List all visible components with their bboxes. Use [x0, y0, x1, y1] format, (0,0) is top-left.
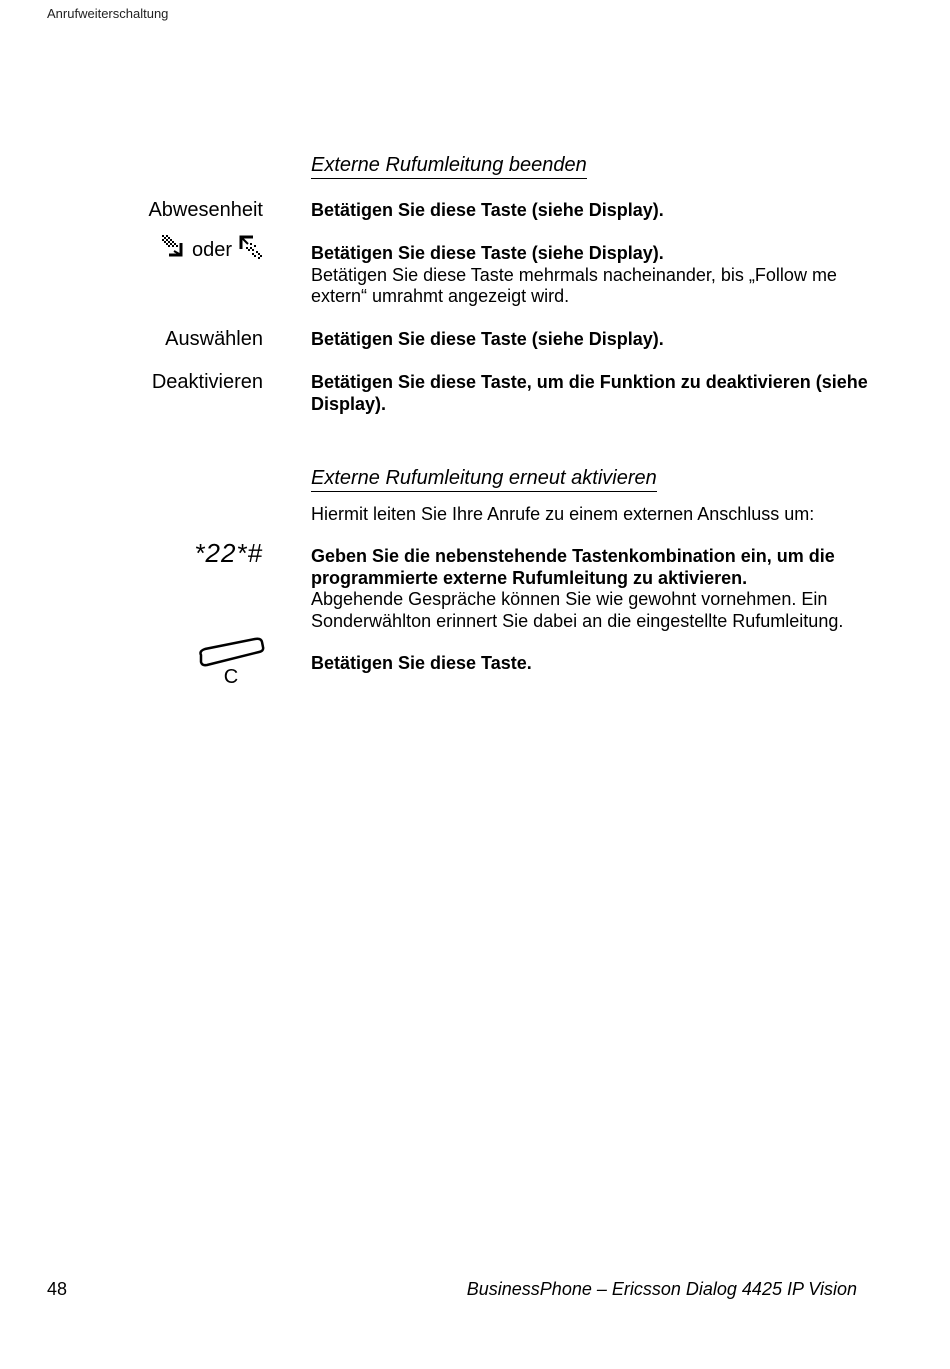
section-heading-end: Externe Rufumleitung beenden [311, 153, 587, 179]
step-instruction: Betätigen Sie diese Taste (siehe Display). [311, 329, 664, 349]
step-text-deaktivieren [311, 372, 871, 415]
step-instruction: Geben Sie die nebenstehende Tastenkombination ein, um die programmierte externe Rufumleitung zu aktivieren. [311, 546, 835, 588]
step-label-deaktivieren: Deaktivieren [151, 371, 263, 393]
step-text-code [311, 546, 871, 632]
step-instruction: Betätigen Sie diese Taste (siehe Display). [311, 243, 664, 263]
scroll-keys-row [161, 236, 263, 264]
scroll-down-icon [161, 234, 187, 266]
step-note: Abgehende Gespräche können Sie wie gewohnt vornehmen. Ein Sonderwählton erinnert Sie dabei an die eingestellte Rufumleitung. [311, 589, 844, 631]
or-label: oder [191, 238, 232, 261]
footer-doc-title: BusinessPhone – Ericsson Dialog 4425 IP Vision [466, 1279, 857, 1299]
step-instruction: Betätigen Sie diese Taste, um die Funktion zu deaktivieren (siehe Display). [311, 372, 868, 414]
clear-key-icon [195, 627, 267, 694]
page-number: 48 [47, 1279, 68, 1299]
running-header: Anrufweiterschaltung [47, 6, 169, 21]
step-label-auswaehlen: Auswählen [165, 328, 263, 350]
step-note: Betätigen Sie diese Taste mehrmals nacheinander, bis „Follow me extern“ umrahmt angezeigt wird. [311, 264, 837, 306]
clear-key-label: C [223, 666, 239, 688]
key-code: *22*# [194, 538, 263, 568]
step-text-clear [311, 653, 871, 675]
step-instruction: Betätigen Sie diese Taste (siehe Display). [311, 200, 664, 220]
step-instruction: Betätigen Sie diese Taste. [311, 653, 532, 673]
section-heading-reactivate: Externe Rufumleitung erneut aktivieren [311, 466, 657, 492]
step-label-abwesenheit: Abwesenheit [148, 199, 263, 221]
section-intro: Hiermit leiten Sie Ihre Anrufe zu einem externen Anschluss um: [311, 504, 815, 524]
step-text-abwesenheit [311, 200, 871, 222]
step-text-auswaehlen [311, 329, 871, 351]
scroll-up-icon [237, 234, 263, 266]
step-text-scroll [311, 243, 871, 308]
